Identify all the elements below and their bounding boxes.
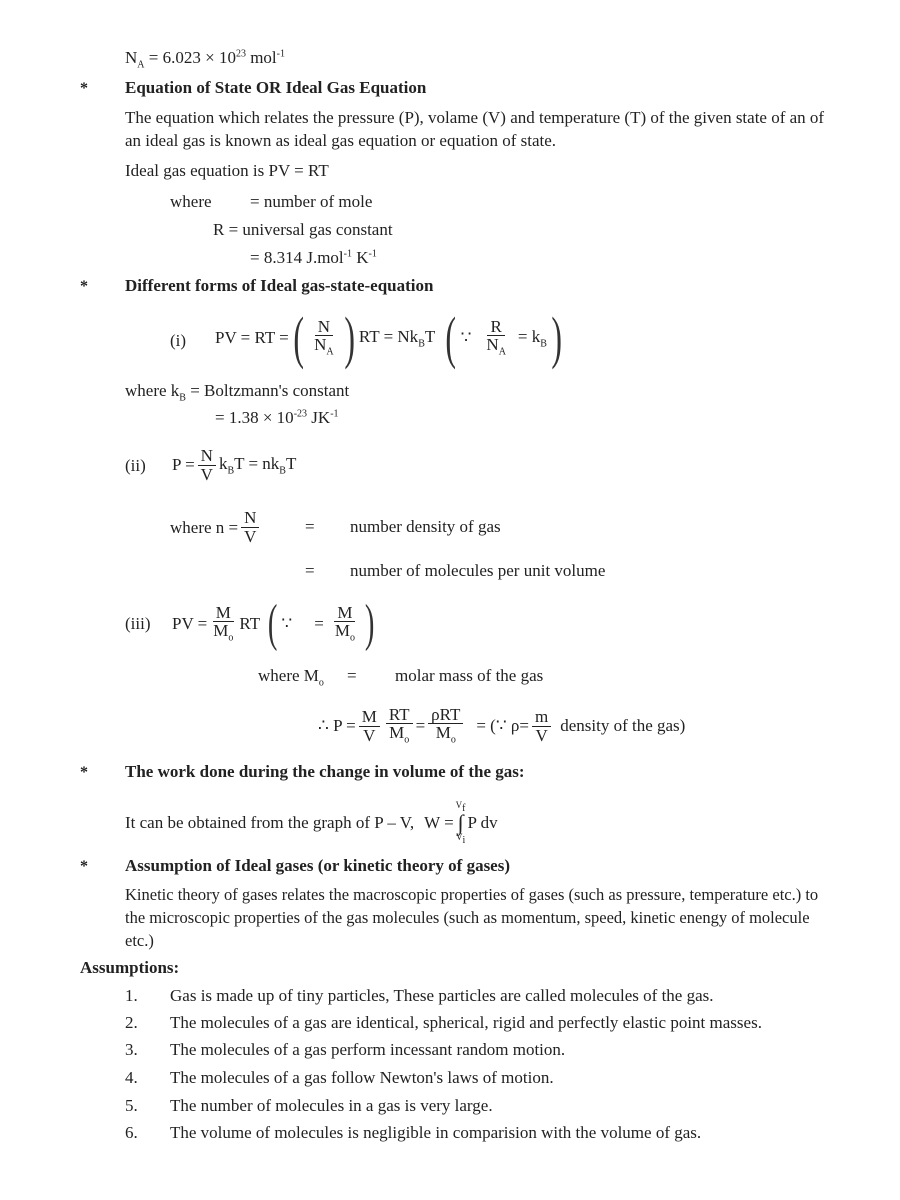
assumption-number: 1. <box>125 986 138 1005</box>
int-bot-sub: i <box>462 834 466 846</box>
assumption-number: 6. <box>125 1123 138 1142</box>
int-top-sub: f <box>462 803 466 815</box>
fraction-rt-over-mo <box>386 706 413 747</box>
form-ii-k-sub: B <box>227 465 235 477</box>
fraction-m-over-mo <box>210 604 236 645</box>
form-i-mid-text: RT = Nk <box>358 326 419 346</box>
mole-definition: = number of mole <box>250 192 373 211</box>
assumption-text: The molecules of a gas perform incessant random motion. <box>170 1040 566 1059</box>
fraction-m-over-v <box>359 708 380 745</box>
frac-den-sub: A <box>326 346 334 358</box>
frac-den <box>386 724 412 746</box>
r-exp2: -1 <box>368 248 377 260</box>
frac-den-sub: o <box>450 734 456 746</box>
form-iii-post: RT <box>239 614 261 633</box>
fraction-n-over-v <box>241 509 259 546</box>
mo-sub: o <box>318 677 324 689</box>
assumption-text: The volume of molecules is negligible in comparision with the volume of gas. <box>170 1123 702 1142</box>
assumption-number: 3. <box>125 1040 138 1059</box>
form-i-mid <box>359 327 435 349</box>
boltzmann-definition <box>125 381 349 403</box>
fraction-rhort-over-mo <box>428 706 463 747</box>
molecules-per-volume-text: number of molecules per unit volume <box>350 561 606 580</box>
n-where: where n = <box>170 517 239 537</box>
assumption-text: The number of molecules in a gas is very large. <box>170 1096 493 1115</box>
frac-den: V <box>200 464 213 484</box>
equals-sign: = <box>305 561 315 580</box>
form-ii-mid-sub: B <box>279 465 286 477</box>
frac-den: V <box>363 725 376 745</box>
assumptions-title: Assumptions: <box>80 958 180 977</box>
frac-num: M <box>359 708 380 727</box>
r-definition: R = universal gas constant <box>213 220 393 239</box>
heading-equation-of-state: Equation of State OR Ideal Gas Equation <box>125 78 427 97</box>
form-i-mid-end: T <box>424 326 436 346</box>
bullet: * <box>80 278 88 295</box>
frac-num: m <box>532 708 551 727</box>
integral-lower <box>456 833 465 845</box>
frac-den: V <box>535 725 548 745</box>
density-end: density of the gas) <box>560 716 686 735</box>
molar-mass-text: molar mass of the gas <box>395 666 544 685</box>
avogadro-sub: A <box>137 59 145 71</box>
boltzmann-value <box>215 408 339 428</box>
avogadro-constant <box>125 48 285 70</box>
ideal-gas-equation: Ideal gas equation is PV = RT <box>125 161 329 180</box>
form-i-pre: PV = RT = <box>215 328 289 347</box>
frac-num: N <box>315 318 333 337</box>
frac-den <box>483 336 509 358</box>
equals-sign: = <box>347 666 357 685</box>
form-ii-rest <box>219 454 296 476</box>
n-definition-eq <box>170 505 262 550</box>
frac-den-text: M <box>435 723 451 743</box>
frac-den-text: M <box>389 723 405 743</box>
frac-num: M <box>334 604 355 623</box>
density-equation <box>318 698 685 754</box>
form-ii-mid: T = nk <box>234 453 280 473</box>
avogadro-symbol: N <box>125 48 138 67</box>
left-paren: ( <box>293 305 304 370</box>
form-i-end <box>518 327 547 349</box>
density-mid: = (∵ ρ= <box>476 716 529 735</box>
r-exp1: -1 <box>343 248 352 260</box>
kb-unit: JK <box>307 408 331 427</box>
frac-den <box>433 724 459 746</box>
kb-where: where k <box>125 381 180 400</box>
r-value-text: = 8.314 J.mol <box>250 248 344 267</box>
paragraph-equation-of-state: The equation which relates the pressure (P), volame (V) and temperature (T) of the given state of an of an ideal gas is known as ideal gas equation or equation of state. <box>125 108 825 150</box>
integrand: P dv <box>467 813 498 832</box>
equals-sign: = <box>415 716 426 735</box>
kb-exp: -23 <box>293 408 308 420</box>
integral-icon: ∫ <box>457 810 464 836</box>
frac-den-text: M <box>334 621 350 641</box>
frac-num: N <box>198 447 216 466</box>
avogadro-value: = 6.023 × 10 <box>144 48 236 67</box>
kb-sub: B <box>179 392 186 404</box>
form-i-equation <box>215 305 566 370</box>
molar-mass-where <box>258 666 324 688</box>
work-equation <box>125 796 498 850</box>
bullet: * <box>80 764 88 781</box>
paragraph-kinetic-theory: Kinetic theory of gases relates the macroscopic properties of gases (such as pressure, temperature etc.) to the microscopic properties of the gas molecules (such as momentum, speed, kinetic enengy of molecule etc.) <box>125 885 819 950</box>
avogadro-unit-exp: -1 <box>276 48 285 60</box>
form-ii-label: (ii) <box>125 456 146 475</box>
bullet: * <box>80 80 88 97</box>
frac-num: ρRT <box>428 706 463 725</box>
r-k: K <box>352 248 369 267</box>
fraction-n-over-na <box>311 318 337 359</box>
frac-den <box>311 336 337 358</box>
frac-num: R <box>487 318 504 337</box>
form-i-end-text: = k <box>517 326 541 346</box>
form-i-mid-sub: B <box>418 338 425 350</box>
form-ii-equation <box>172 440 296 490</box>
integral <box>456 801 466 844</box>
fraction-r-over-na <box>483 318 509 359</box>
density-pre: ∴ P = <box>318 716 356 735</box>
left-paren: ( <box>445 305 457 370</box>
form-iii-equation <box>172 596 378 652</box>
kb-value: = 1.38 × 10 <box>215 408 294 427</box>
fraction-m-over-v-lower <box>532 708 551 745</box>
frac-den-sub: o <box>228 632 234 644</box>
frac-den-sub: o <box>404 734 410 746</box>
frac-num: M <box>213 604 234 623</box>
frac-den <box>332 622 358 644</box>
frac-den <box>210 622 236 644</box>
heading-different-forms: Different forms of Ideal gas-state-equation <box>125 276 434 295</box>
form-i-end-sub: B <box>540 338 547 350</box>
fraction-m-over-mo <box>332 604 358 645</box>
form-ii-pre: P = <box>172 455 195 474</box>
form-iii-label: (iii) <box>125 614 151 633</box>
right-paren: ) <box>364 595 375 652</box>
frac-den-text: N <box>486 335 499 355</box>
equals-sign: = <box>314 614 324 633</box>
bullet: * <box>80 858 88 875</box>
work-text: It can be obtained from the graph of P – V, <box>125 813 415 832</box>
heading-work-done: The work done during the change in volume of the gas: <box>125 762 525 781</box>
assumption-text: The molecules of a gas are identical, spherical, rigid and perfectly elastic point masses. <box>170 1013 762 1032</box>
avogadro-exp: 23 <box>235 48 246 60</box>
frac-num: RT <box>386 706 413 725</box>
work-w: W = <box>424 813 454 832</box>
assumption-number: 2. <box>125 1013 138 1032</box>
frac-num: N <box>241 509 259 528</box>
equals-sign: = <box>305 517 315 536</box>
r-value <box>250 248 377 268</box>
heading-assumption-ideal-gases: Assumption of Ideal gases (or kinetic theory of gases) <box>125 856 511 875</box>
frac-den-text: N <box>314 335 327 355</box>
int-top: V <box>455 800 463 811</box>
where-label: where <box>170 192 212 211</box>
avogadro-unit: mol <box>245 48 277 67</box>
form-iii-pre: PV = <box>172 614 208 633</box>
because-symbol: ∵ <box>281 614 293 633</box>
fraction-n-over-v <box>198 447 216 484</box>
assumption-number: 5. <box>125 1096 138 1115</box>
assumption-text: Gas is made up of tiny particles, These particles are called molecules of the gas. <box>170 986 714 1005</box>
because-symbol: ∵ <box>460 328 472 347</box>
kb-rest: = Boltzmann's constant <box>185 381 350 400</box>
frac-den-sub: A <box>498 346 506 358</box>
form-ii-end: T <box>285 453 297 473</box>
frac-den-sub: o <box>349 632 355 644</box>
right-paren: ) <box>343 305 355 370</box>
right-paren: ) <box>551 305 562 370</box>
kb-unit-exp: -1 <box>330 408 339 420</box>
form-i-label: (i) <box>170 331 187 350</box>
form-ii-k: k <box>218 453 228 473</box>
assumption-text: The molecules of a gas follow Newton's laws of motion. <box>170 1068 554 1087</box>
left-paren: ( <box>267 595 278 652</box>
frac-den-text: M <box>213 621 229 641</box>
int-bot: V <box>455 831 463 842</box>
mo-where: where M <box>258 666 319 685</box>
assumption-number: 4. <box>125 1068 138 1087</box>
number-density-text: number density of gas <box>350 517 501 536</box>
frac-den: V <box>244 527 257 546</box>
